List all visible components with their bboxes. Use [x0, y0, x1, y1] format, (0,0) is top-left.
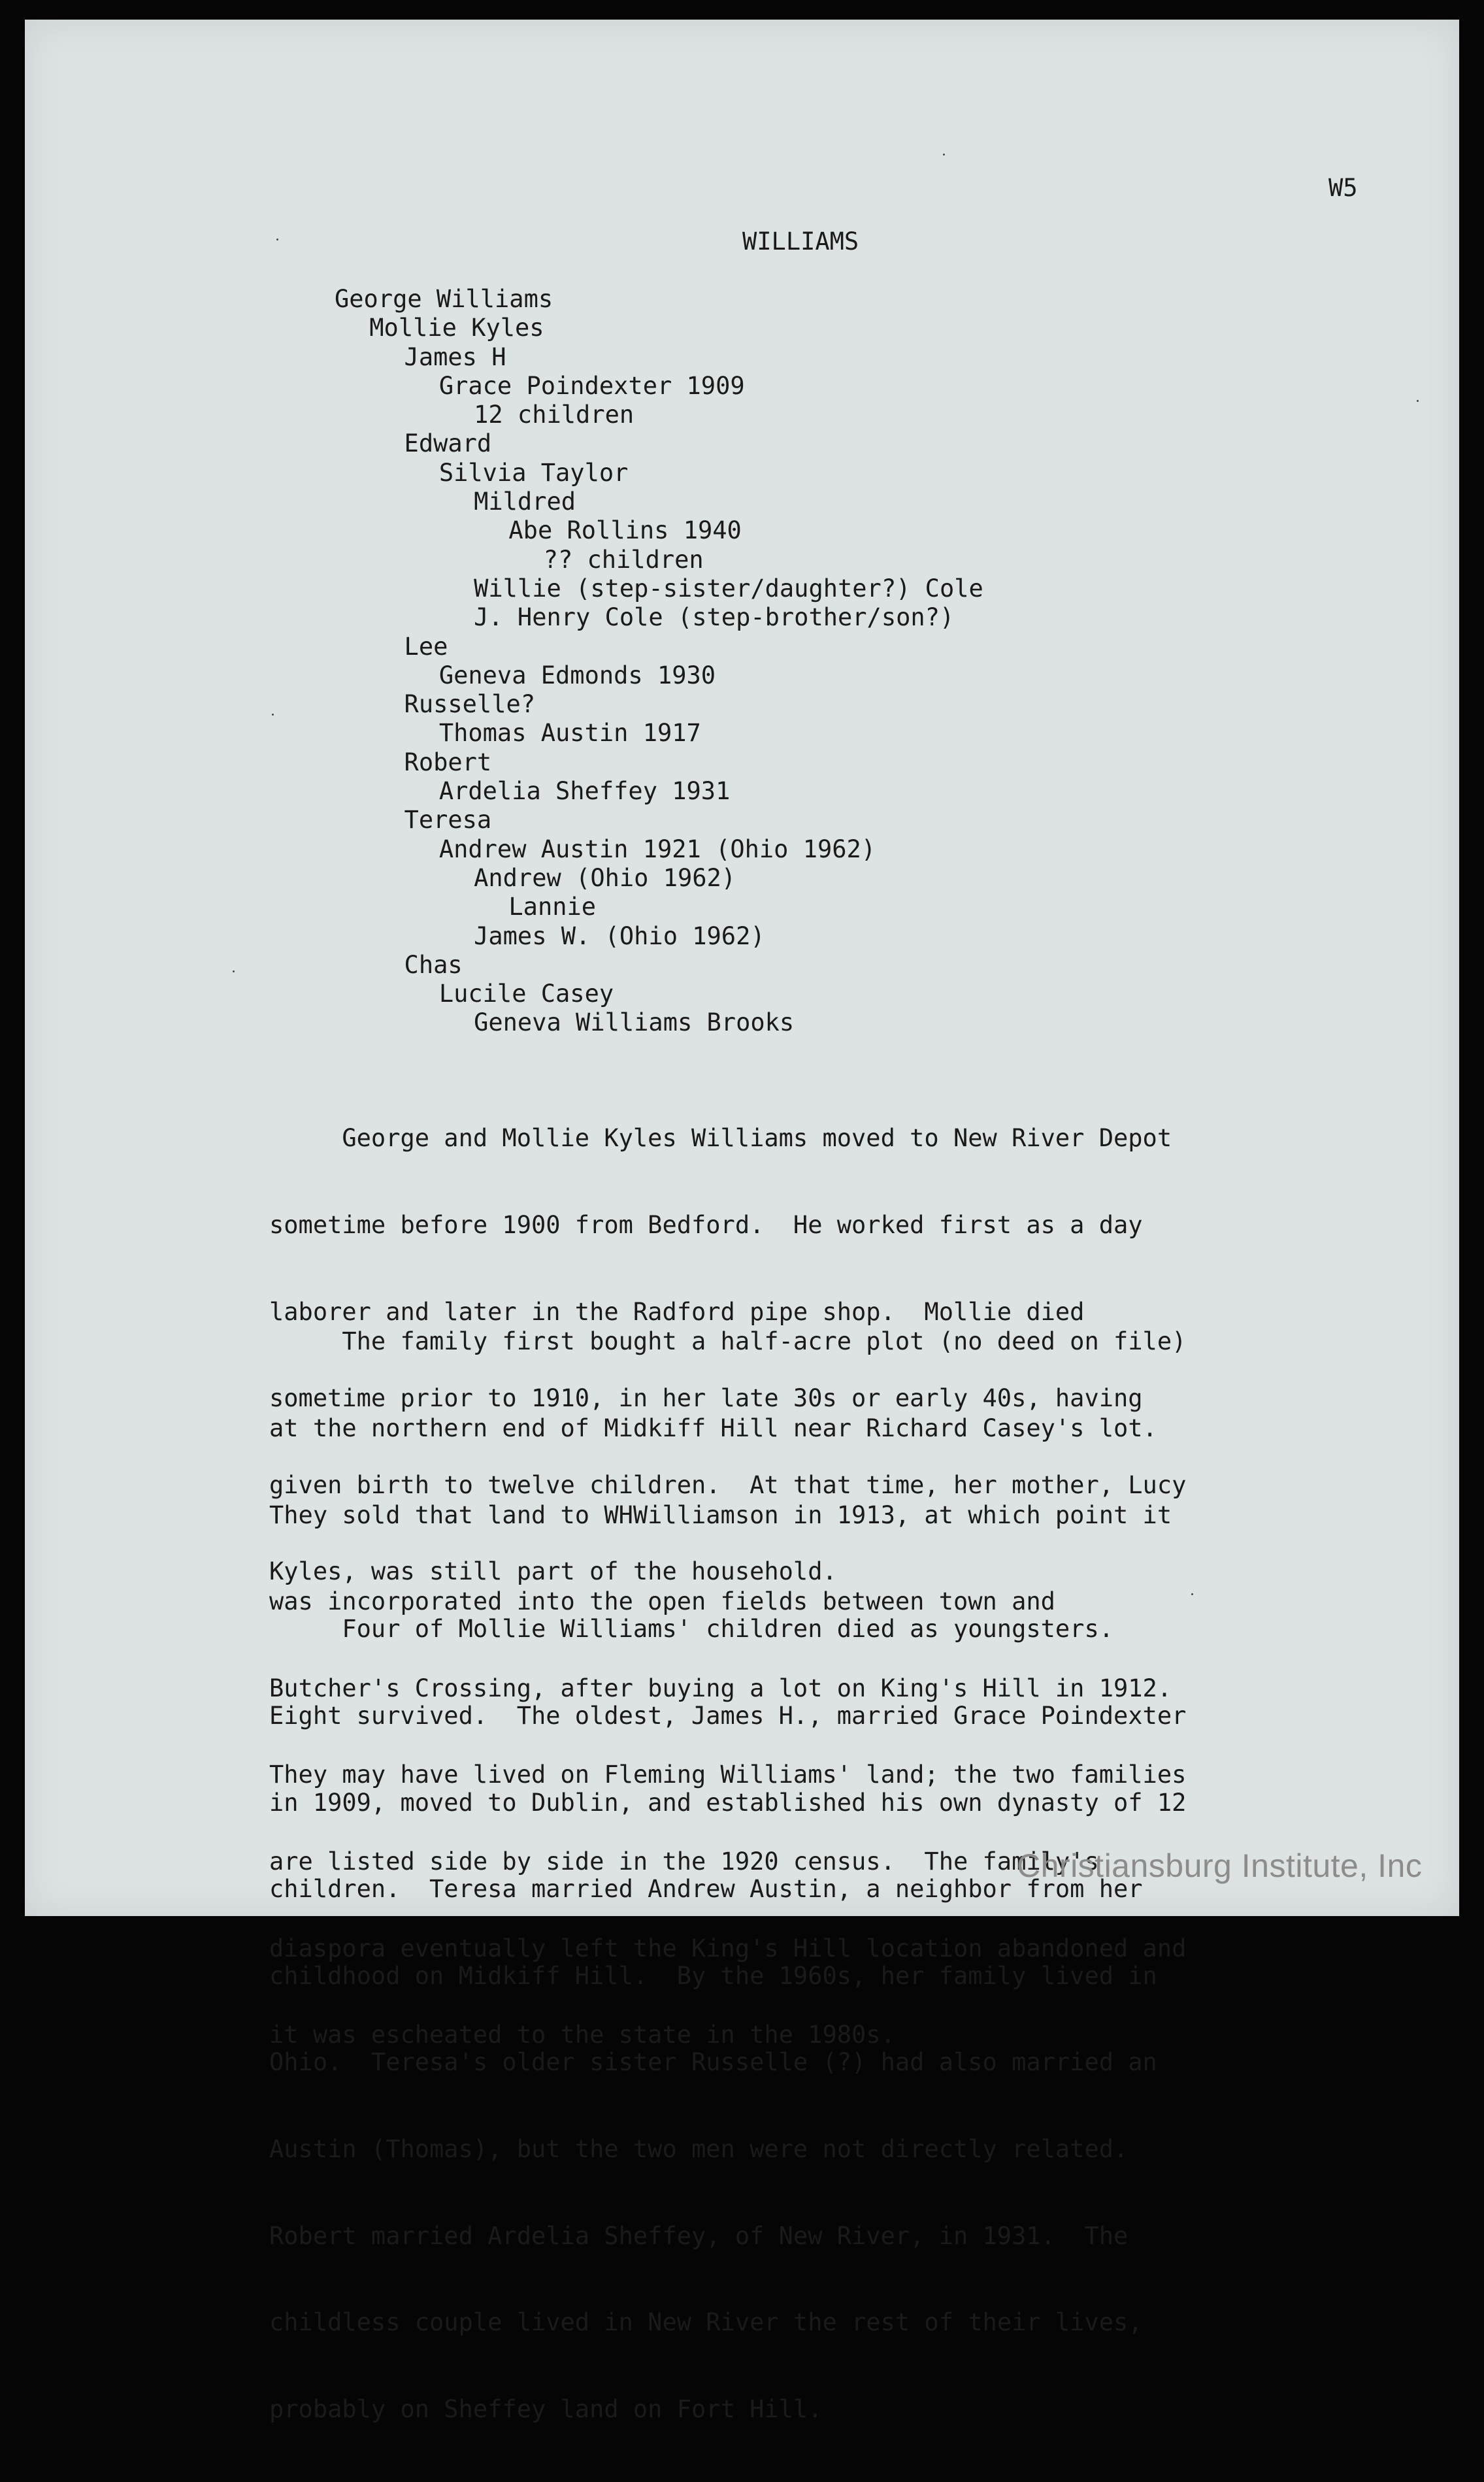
paragraph-line: Robert married Ardelia Sheffey, of New River, in 1931. The: [269, 2221, 1129, 2250]
document-title: WILLIAMS: [742, 227, 859, 256]
paragraph-line: Austin (Thomas), but the two men were not directly related.: [269, 2135, 1129, 2164]
dust-speck: [943, 154, 945, 156]
family-tree-entry: Chas: [404, 950, 463, 979]
paragraph-line: given birth to twelve children. At that time, her mother, Lucy: [269, 1470, 1187, 1499]
family-tree-entry: Ardelia Sheffey 1931: [438, 777, 731, 806]
family-tree-entry: George Williams: [335, 285, 553, 313]
family-tree-entry: 12 children: [474, 401, 635, 429]
family-tree-entry: Silvia Taylor: [438, 458, 629, 487]
paragraph-line: laborer and later in the Radford pipe shop. Mollie died: [269, 1297, 1085, 1326]
paragraph-3: [269, 1557, 1186, 2482]
paragraph-line: childhood on Midkiff Hill. By the 1960s, her family lived in: [269, 1961, 1157, 1990]
paragraph-line: diaspora eventually left the King's Hill location abandoned and: [269, 1934, 1187, 1962]
paragraph-line: George and Mollie Kyles Williams moved to New River Depot: [269, 1124, 1172, 1153]
paragraph-line: They sold that land to WHWilliamson in 1913, at which point it: [269, 1500, 1172, 1529]
family-tree-entry: Mildred: [474, 488, 576, 516]
paragraph-line: Butcher's Crossing, after buying a lot on King's Hill in 1912.: [269, 1674, 1172, 1702]
paragraph-line: at the northern end of Midkiff Hill near Richard Casey's lot.: [269, 1414, 1157, 1443]
paragraph-line: it was escheated to the state in the 1980s.: [269, 2021, 895, 2049]
family-tree-entry: Grace Poindexter 1909: [438, 371, 745, 400]
family-tree-entry: Geneva Edmonds 1930: [438, 661, 716, 689]
dust-speck: [276, 239, 278, 240]
family-tree-entry: Teresa: [404, 806, 492, 835]
family-tree-entry: Robert: [404, 748, 492, 776]
dust-speck: [233, 970, 235, 972]
family-tree-entry: Abe Rollins 1940: [508, 516, 742, 545]
family-tree-entry: Geneva Williams Brooks: [474, 1008, 795, 1037]
paragraph-line: in 1909, moved to Dublin, and established his own dynasty of 12: [269, 1788, 1187, 1817]
family-tree-entry: Russelle?: [404, 690, 536, 719]
dust-speck: [272, 714, 274, 716]
paragraph-line: childless couple lived in New River the rest of their lives,: [269, 2308, 1143, 2337]
family-tree-entry: Andrew (Ohio 1962): [474, 863, 736, 892]
paragraph-line: are listed side by side in the 1920 census. The family's: [269, 1847, 1099, 1876]
paragraph-line: They may have lived on Fleming Williams' land; the two families: [269, 1761, 1187, 1789]
family-tree-entry: J. Henry Cole (step-brother/son?): [474, 603, 955, 632]
watermark-text: Christiansburg Institute, Inc: [1017, 1847, 1423, 1884]
page-number: W5: [1328, 174, 1358, 202]
paragraph-line: sometime before 1900 from Bedford. He worked first as a day: [269, 1211, 1143, 1240]
family-tree-entry: Willie (step-sister/daughter?) Cole: [474, 574, 983, 603]
dust-speck: [1417, 400, 1419, 402]
paragraph-line: Four of Mollie Williams' children died as youngsters.: [269, 1615, 1114, 1644]
family-tree-entry: Edward: [404, 429, 492, 458]
dust-speck: [1191, 1593, 1193, 1595]
paragraph-line: Ohio. Teresa's older sister Russelle (?) had also married an: [269, 2048, 1157, 2077]
paragraph-line: probably on Sheffey land on Fort Hill.: [269, 2394, 823, 2423]
paragraph-line: Eight survived. The oldest, James H., married Grace Poindexter: [269, 1702, 1187, 1730]
family-tree-entry: Lee: [404, 632, 448, 661]
paragraph-line: Kyles, was still part of the household.: [269, 1557, 837, 1586]
family-tree-entry: James H: [404, 342, 506, 371]
family-tree-entry: Lannie: [508, 893, 597, 921]
family-tree-entry: Thomas Austin 1917: [438, 719, 701, 748]
paragraph-line: sometime prior to 1910, in her late 30s or early 40s, having: [269, 1384, 1143, 1413]
paragraph-line: The family first bought a half-acre plot (no deed on file): [269, 1327, 1187, 1356]
paragraph-line: was incorporated into the open fields between town and: [269, 1587, 1055, 1616]
family-tree-entry: Mollie Kyles: [369, 314, 544, 342]
paragraph-line: children. Teresa married Andrew Austin, a neighbor from her: [269, 1875, 1143, 1904]
document-page: [25, 20, 1459, 2423]
family-tree: [335, 285, 983, 1038]
family-tree-entry: ?? children: [543, 545, 704, 574]
family-tree-entry: Lucile Casey: [438, 980, 614, 1008]
family-tree-entry: Andrew Austin 1921 (Ohio 1962): [438, 835, 876, 863]
family-tree-entry: James W. (Ohio 1962): [474, 921, 765, 950]
